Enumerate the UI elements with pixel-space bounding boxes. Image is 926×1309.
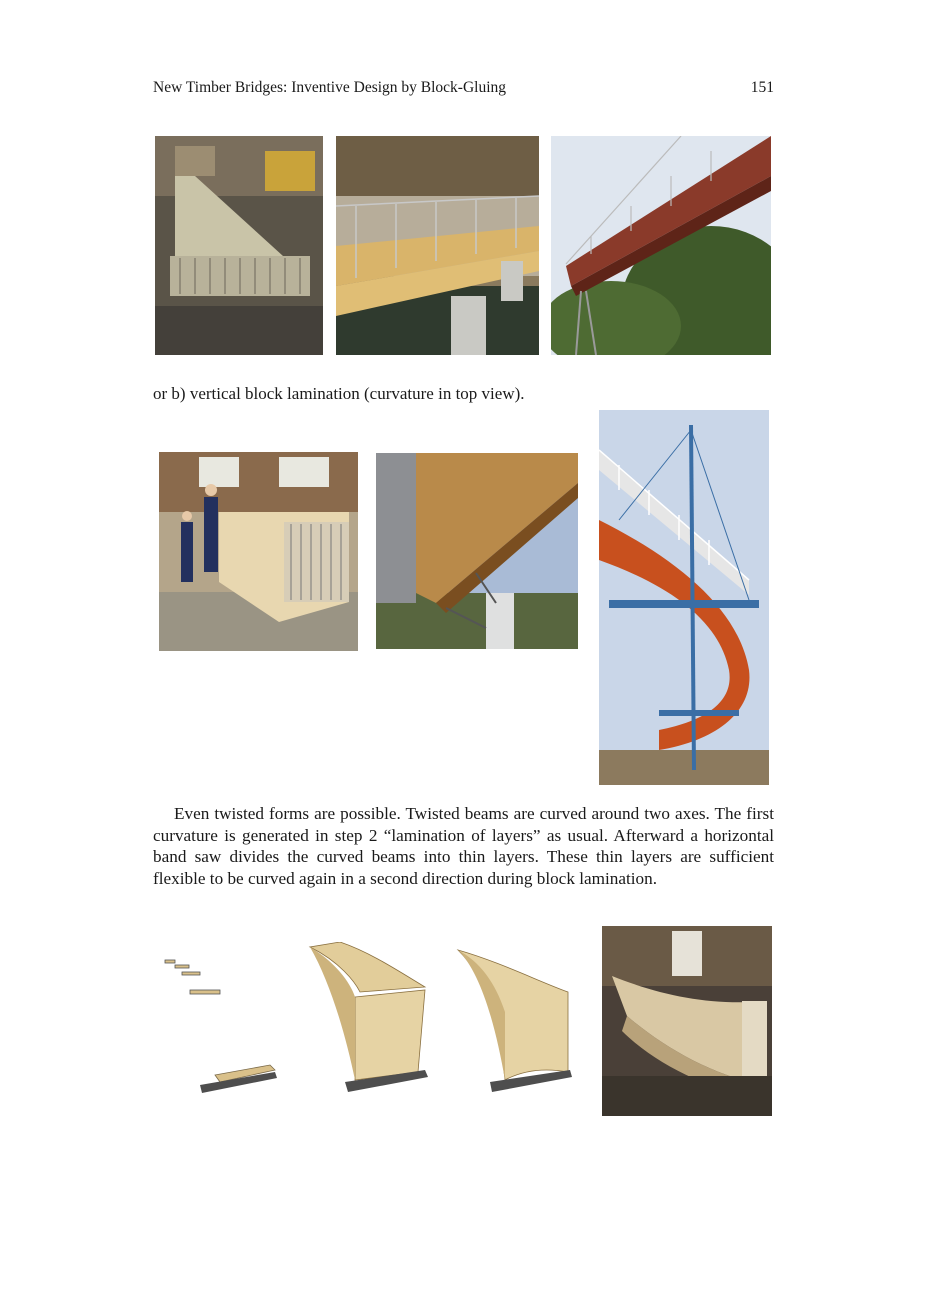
photo-twisted-beam-factory — [602, 926, 772, 1116]
photo-red-bridge-underside — [551, 136, 771, 355]
body-paragraph — [153, 803, 774, 889]
photo-workers-block-lamination — [159, 452, 358, 651]
photo-curved-bridge-river — [336, 136, 539, 355]
paragraph-text: Even twisted forms are possible. Twisted beams are curved around two axes. The first curvature is generated in step 2 “lamination of layers” as usual. Afterward a horizontal band saw divides the curved beams into thin layers. These thin layers are sufficient flexible to be curved again in a second direction during block lamination. — [153, 804, 774, 888]
page-number: 151 — [750, 79, 774, 96]
photo-orange-helical-bridge — [599, 410, 769, 785]
render-twisted-block-stage-2 — [450, 942, 575, 1102]
photo-factory-laminated-beams — [155, 136, 323, 355]
render-twisted-block-stage-1 — [300, 942, 430, 1102]
figure-caption: or b) vertical block lamination (curvature in top view). — [153, 384, 525, 403]
running-title: New Timber Bridges: Inventive Design by Block-Gluing — [153, 79, 507, 96]
photo-curved-deck-underside — [376, 453, 578, 649]
render-thin-layers-step — [160, 950, 285, 1100]
